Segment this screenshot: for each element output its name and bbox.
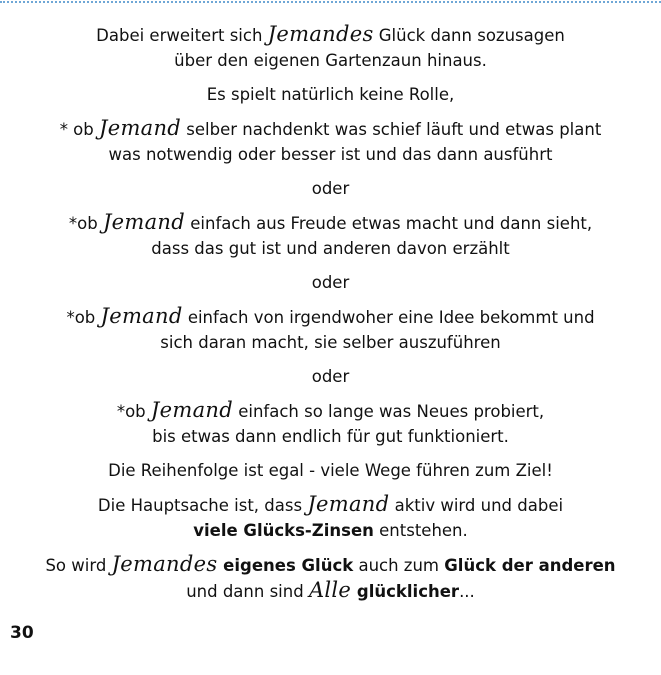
oder-3-text: oder [311, 367, 350, 386]
p8-name-jemand: Jemand [307, 492, 390, 516]
paragraph-2 [0, 82, 661, 107]
p3-line2: was notwendig oder besser ist und das dann ausführt [108, 145, 553, 164]
oder-3 [0, 364, 661, 389]
p2-text: Es spielt natürlich keine Rolle, [206, 85, 455, 104]
paragraph-6 [0, 398, 661, 449]
p9-name-alle: Alle [308, 578, 352, 602]
p5-line2: sich daran macht, sie selber auszuführen [160, 333, 501, 352]
p9-name-jemandes: Jemandes [111, 552, 218, 576]
paragraph-4 [0, 210, 661, 261]
p8-line2-end: entstehen. [373, 521, 468, 540]
p8-line1-start: Die Hauptsache ist, dass [97, 496, 308, 515]
paragraph-8 [0, 492, 661, 543]
p1-line1-start: Dabei erweitert sich [96, 26, 268, 45]
paragraph-5 [0, 304, 661, 355]
p9-line1-start: So wird [45, 556, 112, 575]
oder-1-text: oder [311, 179, 350, 198]
p4-line1-end: einfach aus Freude etwas macht und dann sieht, [185, 214, 593, 233]
p1-line2: über den eigenen Gartenzaun hinaus. [174, 51, 487, 70]
p8-line1-end: aktiv wird und dabei [389, 496, 564, 515]
p6-line2: bis etwas dann endlich für gut funktioniert. [152, 427, 509, 446]
p9-line2-bold: glücklicher [351, 582, 460, 601]
paragraph-7 [0, 458, 661, 483]
p5-name-jemand: Jemand [100, 304, 183, 328]
p9-line1-bold-2: Glück der anderen [444, 556, 616, 575]
oder-2-text: oder [311, 273, 350, 292]
oder-1 [0, 176, 661, 201]
p3-line1-end: selber nachdenkt was schief läuft und etwas plant [181, 120, 602, 139]
p7-text: Die Reihenfolge ist egal - viele Wege führen zum Ziel! [108, 461, 553, 480]
paragraph-3 [0, 116, 661, 167]
p9-line2-start: und dann sind [186, 582, 309, 601]
paragraph-1 [0, 22, 661, 73]
page-content [0, 22, 661, 613]
p5-line1-end: einfach von irgendwoher eine Idee bekommt und [182, 308, 595, 327]
p3-name-jemand: Jemand [99, 116, 182, 140]
p9-line2-end: ... [459, 582, 475, 601]
oder-2 [0, 270, 661, 295]
p5-line1-start: *ob [66, 308, 101, 327]
paragraph-9 [0, 552, 661, 604]
p3-line1-start: * ob [59, 120, 99, 139]
p6-line1-end: einfach so lange was Neues probiert, [232, 402, 545, 421]
p4-name-jemand: Jemand [102, 210, 185, 234]
p6-name-jemand: Jemand [150, 398, 233, 422]
p6-line1-start: *ob [116, 402, 151, 421]
p1-line1-end: Glück dann sozusagen [373, 26, 565, 45]
top-dotted-rule [0, 1, 661, 3]
p8-line2-bold: viele Glücks-Zinsen [193, 521, 374, 540]
p9-line1-bold-1: eigenes Glück [217, 556, 354, 575]
p1-name-jemandes: Jemandes [267, 22, 374, 46]
p4-line1-start: *ob [68, 214, 103, 233]
p9-line1-middle: auch zum [353, 556, 445, 575]
p4-line2: dass das gut ist und anderen davon erzählt [151, 239, 510, 258]
page-number: 30 [10, 623, 34, 643]
